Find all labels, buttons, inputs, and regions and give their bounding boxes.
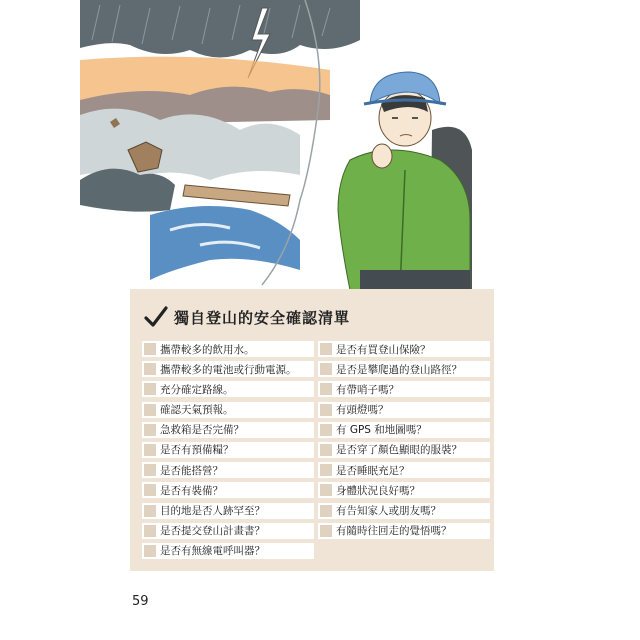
checklist-item[interactable] (318, 341, 490, 357)
checklist-item-label: 是否有買登山保險？ (336, 343, 431, 356)
checklist-item-label: 是否有無線電呼叫器？ (160, 545, 265, 558)
hiker-illustration (0, 0, 640, 300)
log-bridge (183, 185, 290, 206)
checklist-item-label: 有頭燈嗎？ (336, 404, 389, 417)
checklist-item-label: 攜帶較多的電池或行動電源。 (160, 363, 297, 376)
checklist-item[interactable] (142, 482, 314, 498)
checkbox[interactable] (144, 404, 156, 416)
checklist-item-label: 是否是攀爬過的登山路徑？ (336, 363, 462, 376)
checklist-item-label: 身體狀況良好嗎？ (336, 484, 420, 497)
checklist-right-column (318, 341, 490, 543)
checklist-item-label: 目的地是否人跡罕至？ (160, 505, 265, 517)
checklist-item[interactable] (318, 503, 490, 519)
checkbox[interactable] (144, 545, 156, 557)
checkbox[interactable] (320, 404, 332, 416)
checkbox[interactable] (320, 444, 332, 456)
checklist-item-label: 攜帶較多的飲用水。 (160, 343, 255, 356)
checkbox[interactable] (320, 525, 332, 537)
hiker-hand (372, 144, 392, 168)
safety-checklist-panel (130, 289, 494, 571)
checklist-item-label: 確認天氣預報。 (160, 404, 234, 417)
checklist-item-label: 是否穿了顏色顯眼的服裝？ (336, 444, 462, 457)
checklist-item-label: 有帶哨子嗎？ (336, 383, 399, 396)
checkbox[interactable] (320, 424, 332, 436)
checkbox[interactable] (320, 383, 332, 395)
checklist-item[interactable] (318, 523, 490, 539)
checkbox[interactable] (320, 343, 332, 355)
dark-cloud (80, 169, 175, 212)
checklist-item[interactable] (142, 462, 314, 478)
checkbox[interactable] (144, 383, 156, 395)
checklist-item[interactable] (142, 402, 314, 418)
checklist-item[interactable] (142, 503, 314, 519)
checklist-item-label: 充分確定路線。 (160, 383, 234, 396)
checkbox[interactable] (144, 484, 156, 496)
checkbox[interactable] (144, 525, 156, 537)
checklist-item-label: 是否有預備糧？ (160, 444, 234, 457)
checkbox[interactable] (144, 343, 156, 355)
checklist-item[interactable] (142, 422, 314, 438)
checklist-title-text: 獨自登山的安全確認清單 (174, 308, 351, 327)
checklist-title (144, 305, 350, 329)
checklist-item[interactable] (142, 341, 314, 357)
checkbox[interactable] (320, 464, 332, 476)
checklist-item[interactable] (318, 482, 490, 498)
checklist-left-column (142, 341, 314, 563)
checklist-item[interactable] (142, 442, 314, 458)
checklist-item-label: 是否能搭營？ (160, 464, 223, 477)
checkbox[interactable] (320, 505, 332, 517)
green-jacket (338, 150, 470, 290)
checklist-item-label: 是否提交登山計畫書？ (160, 525, 265, 538)
checklist-item[interactable] (142, 361, 314, 377)
pants (360, 270, 470, 290)
checkbox[interactable] (144, 363, 156, 375)
checklist-item[interactable] (318, 361, 490, 377)
checklist-item[interactable] (318, 422, 490, 438)
checklist-item[interactable] (318, 402, 490, 418)
checklist-item[interactable] (318, 462, 490, 478)
checklist-item-label: 有 GPS 和地圖嗎？ (336, 424, 427, 437)
checklist-item[interactable] (318, 381, 490, 397)
checklist-item[interactable] (142, 523, 314, 539)
checklist-item-label: 有告知家人或朋友嗎？ (336, 505, 441, 517)
checkbox[interactable] (320, 363, 332, 375)
checklist-item-label: 是否睡眠充足？ (336, 464, 410, 477)
checkbox[interactable] (144, 505, 156, 517)
checkbox[interactable] (144, 464, 156, 476)
checklist-item[interactable] (142, 381, 314, 397)
checklist-item-label: 是否有裝備？ (160, 484, 223, 497)
checklist-item-label: 急救箱是否完備？ (160, 424, 244, 437)
page-number: 59 (132, 594, 149, 609)
checklist-item[interactable] (318, 442, 490, 458)
checkbox[interactable] (144, 444, 156, 456)
check-mark-icon (144, 306, 168, 328)
checklist-item-label: 有隨時往回走的覺悟嗎？ (336, 525, 452, 538)
checklist-item[interactable] (142, 543, 314, 559)
checkbox[interactable] (144, 424, 156, 436)
storm-cloud (80, 0, 360, 58)
checkbox[interactable] (320, 484, 332, 496)
